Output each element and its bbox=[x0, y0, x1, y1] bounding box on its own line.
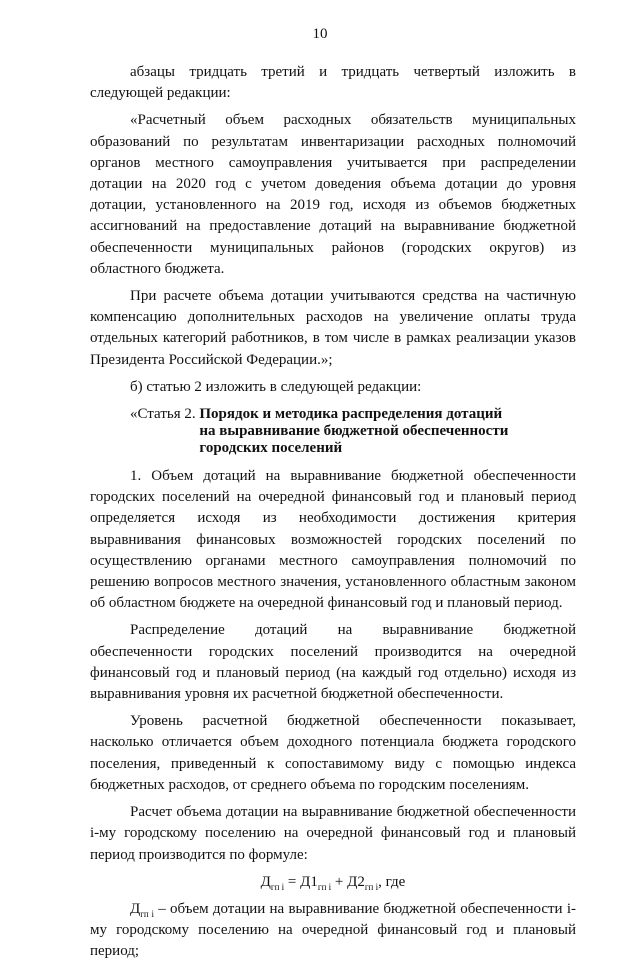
article-lead: «Статья 2. bbox=[130, 406, 200, 423]
page-number: 10 bbox=[312, 26, 328, 42]
document-body bbox=[90, 62, 576, 969]
paragraph-formula-intro: Расчет объема дотации на выравнивание бюджетной обеспеченности i-му городскому поселению на очередной финансовый год и плановый период производится по формуле: bbox=[90, 804, 576, 863]
article-title-line: городских поселений bbox=[199, 440, 343, 457]
paragraph-article-two-intro: б) статью 2 изложить в следующей редакции: bbox=[130, 378, 422, 395]
article-title bbox=[199, 406, 508, 457]
article-title-line: Порядок и методика распределения дотаций bbox=[199, 406, 503, 423]
article-heading bbox=[130, 406, 576, 457]
paragraph-volume-of-grants: 1. Объем дотаций на выравнивание бюджетной обеспеченности городских поселений на очередной финансовый год и плановый период определяется исходя из необходимости достижения критерия выравнивания финансовых возможностей городских поселений по осуществлению органами местного самоуправления полномочий по решению вопросов местного значения, установленного областным законом об областном бюджете на очередной финансовый год и плановый период. bbox=[90, 468, 576, 612]
paragraph-calculated-volume: «Расчетный объем расходных обязательств муниципальных образований по результатам инвентаризации расходных полномочий органов местного самоуправления учитывается при распределении дотации на 2020 год с учетом доведения объема дотации до уровня дотации, установленного на 2019 год, исходя из объемов бюджетных ассигнований на предоставление дотаций на выравнивание бюджетной обеспеченности муниципальных районов (городских округов) из областного бюджета. bbox=[90, 112, 576, 277]
paragraph-provision-level: Уровень расчетной бюджетной обеспеченности показывает, насколько отличается объем доходного потенциала бюджета городского поселения, приведенный к сопоставимому виду с помощью индекса бюджетных расходов, от среднего объема по городским поселениям. bbox=[90, 713, 576, 793]
paragraph-compensation: При расчете объема дотации учитываются средства на частичную компенсацию дополнительных расходов на увеличение оплаты труда отдельных категорий работников, в том числе в рамках реализации указов Президента Российской Федерации.»; bbox=[90, 288, 576, 368]
paragraph-definition: $Д_{гп i}$ – объем дотации на выравнивание бюджетной обеспеченности i-му городскому поселению на очередной финансовый год и плановый период; bbox=[90, 900, 576, 960]
formula: $Д_{гп i} = Д1_{гп i} + Д2_{гп i}$, где bbox=[260, 873, 406, 892]
article-title-line: на выравнивание бюджетной обеспеченности bbox=[199, 423, 509, 440]
paragraph-distribution: Распределение дотаций на выравнивание бюджетной обеспеченности городских поселений производится на очередной финансовый год и плановый период (на каждый год отдельно) исходя из выравнивания уровня их расчетной бюджетной обеспеченности. bbox=[90, 622, 576, 703]
paragraph-intro: абзацы тридцать третий и тридцать четвертый изложить в следующей редакции: bbox=[90, 64, 576, 102]
